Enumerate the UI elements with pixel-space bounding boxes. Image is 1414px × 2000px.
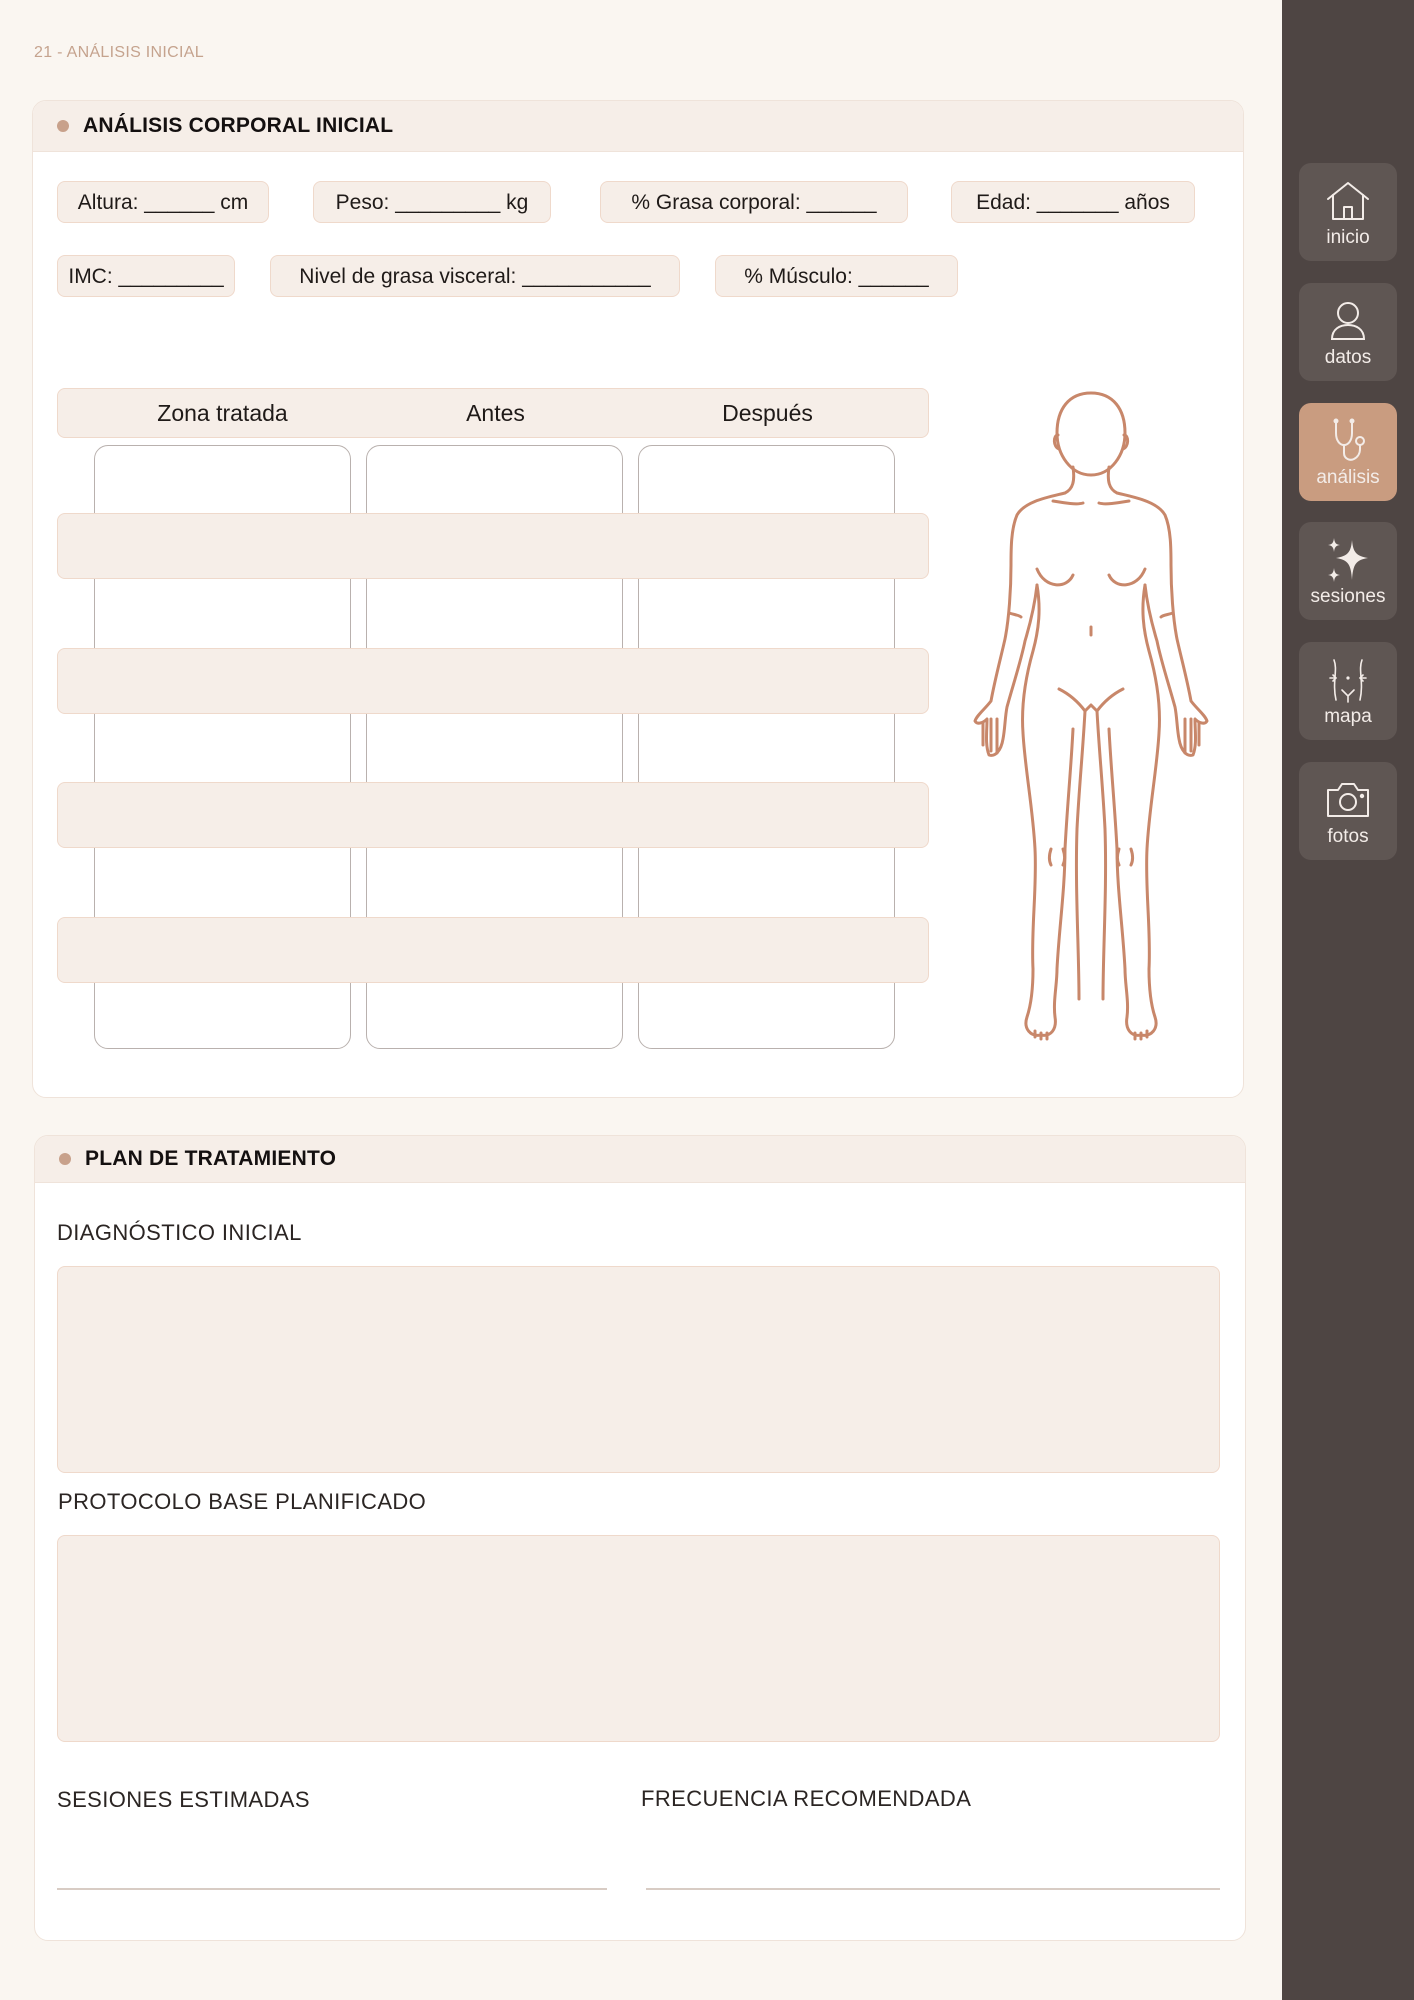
analysis-card — [32, 100, 1244, 1098]
table-row[interactable] — [57, 513, 929, 579]
diagnosis-label: DIAGNÓSTICO INICIAL — [57, 1220, 302, 1245]
frequency-label: FRECUENCIA RECOMENDADA — [641, 1786, 972, 1811]
sparkles-icon — [1324, 536, 1372, 584]
sidebar-item-label: análisis — [1316, 467, 1380, 488]
table-row[interactable] — [57, 917, 929, 983]
diagnosis-input[interactable] — [57, 1266, 1220, 1473]
sidebar-item-label: sesiones — [1310, 586, 1386, 607]
column-header-after: Después — [722, 400, 813, 426]
sidebar-item-label: inicio — [1326, 227, 1370, 248]
table-row[interactable] — [57, 648, 929, 714]
protocol-input[interactable] — [57, 1535, 1220, 1742]
house-icon — [1324, 177, 1372, 225]
plan-title: PLAN DE TRATAMIENTO — [85, 1147, 337, 1170]
sidebar-item-datos[interactable] — [1299, 283, 1397, 381]
body-map-icon — [1324, 656, 1372, 704]
column-header-zone: Zona tratada — [157, 400, 288, 426]
analysis-title: ANÁLISIS CORPORAL INICIAL — [83, 114, 394, 137]
body-fat-field[interactable]: % Grasa corporal: ______ — [600, 181, 908, 223]
sidebar-item-label: mapa — [1324, 706, 1372, 727]
zones-table-header — [57, 388, 929, 438]
sidebar — [1282, 0, 1414, 2000]
plan-card-header — [35, 1136, 1245, 1183]
age-field[interactable]: Edad: _______ años — [951, 181, 1195, 223]
analysis-card-header — [33, 101, 1243, 152]
sessions-label: SESIONES ESTIMADAS — [57, 1787, 310, 1812]
sidebar-item-label: datos — [1324, 347, 1372, 368]
height-field[interactable]: Altura: ______ cm — [57, 181, 269, 223]
sidebar-item-fotos[interactable] — [1299, 762, 1397, 860]
bullet-dot — [59, 1153, 71, 1165]
sessions-input[interactable] — [57, 1888, 607, 1890]
female-body-figure — [961, 389, 1221, 1049]
bmi-field[interactable]: IMC: _________ — [57, 255, 235, 297]
plan-card — [34, 1135, 1246, 1941]
bullet-dot — [57, 120, 69, 132]
frequency-input[interactable] — [646, 1888, 1220, 1890]
visceral-fat-field[interactable]: Nivel de grasa visceral: ___________ — [270, 255, 680, 297]
sidebar-item-mapa[interactable] — [1299, 642, 1397, 740]
stethoscope-icon — [1324, 417, 1372, 465]
page-label: 21 - ANÁLISIS INICIAL — [34, 44, 204, 61]
table-row[interactable] — [57, 782, 929, 848]
weight-field[interactable]: Peso: _________ kg — [313, 181, 551, 223]
sidebar-item-inicio[interactable] — [1299, 163, 1397, 261]
sidebar-item-label: fotos — [1327, 826, 1369, 847]
protocol-label: PROTOCOLO BASE PLANIFICADO — [58, 1489, 427, 1514]
sidebar-item-analisis[interactable] — [1299, 403, 1397, 501]
column-header-before: Antes — [466, 400, 525, 426]
user-icon — [1324, 297, 1372, 345]
muscle-field[interactable]: % Músculo: ______ — [715, 255, 958, 297]
sidebar-item-sesiones[interactable] — [1299, 522, 1397, 620]
camera-icon — [1324, 776, 1372, 824]
